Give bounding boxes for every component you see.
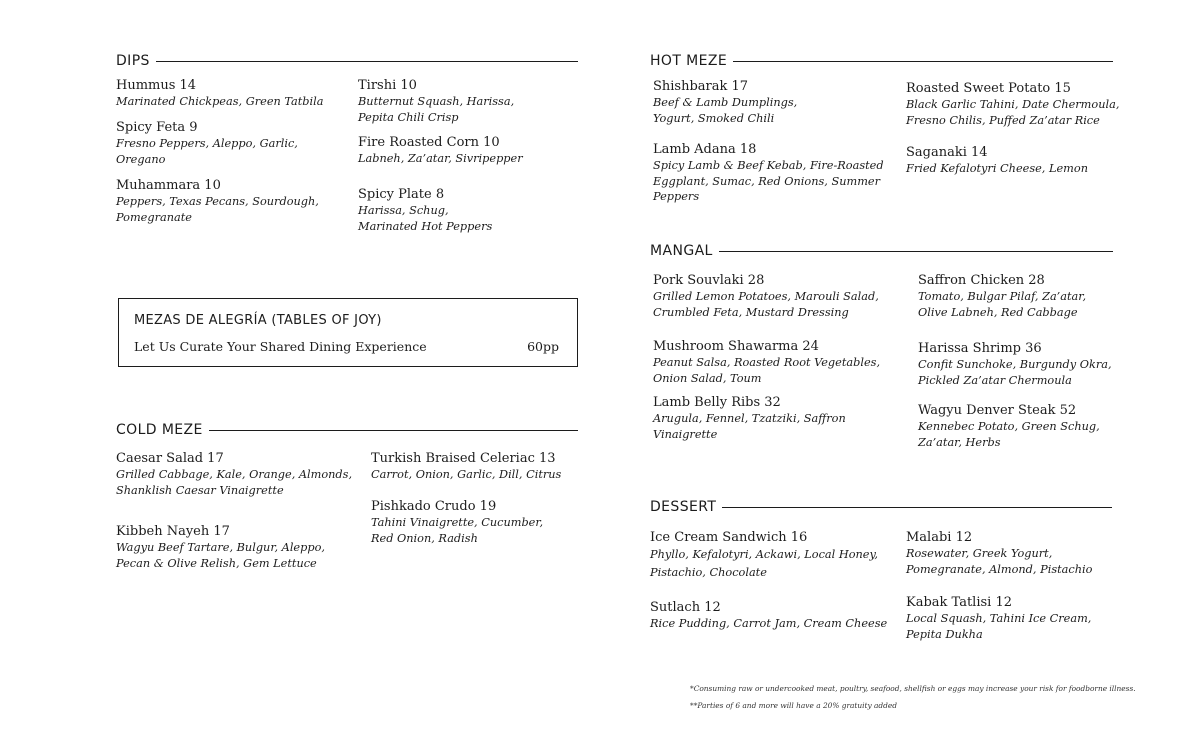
item-name: Spicy Feta 9 (116, 120, 198, 135)
menu-item (653, 141, 898, 205)
menu-item (650, 529, 895, 582)
menu-item (906, 594, 1111, 642)
section-title: MANGAL (650, 243, 713, 259)
box-price: 60pp (527, 339, 559, 354)
item-description: Fried Kefalotyri Cheese, Lemon (906, 162, 1088, 175)
section-title: COLD MEZE (116, 422, 203, 438)
menu-item (116, 119, 321, 167)
menu-item (906, 80, 1131, 128)
item-description: Harissa, Schug, Marinated Hot Peppers (358, 204, 493, 233)
menu-item (918, 402, 1123, 450)
item-description: Kennebec Potato, Green Schug, Za’atar, Herbs (918, 420, 1100, 449)
menu-item (358, 77, 533, 125)
footnote-raw-food: *Consuming raw or undercooked meat, poultry, seafood, shellfish or eggs may increase your risk for foodborne illness. (690, 684, 1136, 693)
item-description: Local Squash, Tahini Ice Cream, Pepita Dukha (906, 612, 1092, 641)
menu-item (906, 144, 1131, 177)
item-description: Confit Sunchoke, Burgundy Okra, Pickled Za’atar Chermoula (918, 358, 1112, 387)
item-description: Labneh, Za’atar, Sivripepper (358, 152, 523, 165)
footnote-gratuity: **Parties of 6 and more will have a 20% gratuity added (690, 701, 897, 710)
box-title: MEZAS DE ALEGRÍA (TABLES OF JOY) (134, 313, 382, 328)
section-rule (156, 61, 578, 62)
section-rule (209, 430, 578, 431)
menu-item (653, 78, 828, 126)
menu-item (371, 498, 561, 546)
item-name: Muhammara 10 (116, 178, 221, 193)
section-rule (733, 61, 1113, 62)
menu-item (653, 394, 853, 442)
section-title: DIPS (116, 53, 150, 69)
menu-item (358, 134, 573, 167)
item-description: Peanut Salsa, Roasted Root Vegetables, Onion Salad, Toum (653, 356, 881, 385)
item-name: Hummus 14 (116, 78, 197, 93)
menu-item (116, 450, 356, 498)
dessert-header (650, 497, 1112, 517)
item-description: Carrot, Onion, Garlic, Dill, Citrus (371, 468, 562, 481)
item-description: Rice Pudding, Carrot Jam, Cream Cheese (650, 617, 888, 630)
item-name: Lamb Belly Ribs 32 (653, 395, 781, 410)
menu-item (116, 77, 346, 110)
item-description: Wagyu Beef Tartare, Bulgur, Aleppo, Pecan & Olive Relish, Gem Lettuce (116, 541, 325, 570)
item-name: Malabi 12 (906, 530, 973, 545)
item-name: Caesar Salad 17 (116, 451, 224, 466)
menu-item (358, 186, 508, 234)
cold-meze-header (116, 420, 578, 440)
item-name: Sutlach 12 (650, 600, 721, 615)
mangal-header (650, 241, 1113, 261)
item-name: Wagyu Denver Steak 52 (918, 403, 1077, 418)
menu-item (906, 529, 1111, 577)
item-description: Rosewater, Greek Yogurt, Pomegranate, Almond, Pistachio (906, 547, 1093, 576)
item-name: Saffron Chicken 28 (918, 273, 1045, 288)
menu-item (650, 599, 900, 632)
section-title: DESSERT (650, 499, 717, 515)
item-name: Ice Cream Sandwich 16 (650, 530, 808, 545)
item-description: Tomato, Bulgar Pilaf, Za’atar, Olive Labneh, Red Cabbage (918, 290, 1087, 319)
item-description: Marinated Chickpeas, Green Tatbila (116, 95, 324, 108)
item-name: Mushroom Shawarma 24 (653, 339, 819, 354)
item-name: Kabak Tatlisi 12 (906, 595, 1012, 610)
item-name: Kibbeh Nayeh 17 (116, 524, 230, 539)
item-name: Pork Souvlaki 28 (653, 273, 765, 288)
item-name: Pishkado Crudo 19 (371, 499, 497, 514)
section-title: HOT MEZE (650, 53, 728, 69)
item-description: Black Garlic Tahini, Date Chermoula, Fresno Chilis, Puffed Za’atar Rice (906, 98, 1120, 127)
item-description: Grilled Cabbage, Kale, Orange, Almonds, Shanklish Caesar Vinaigrette (116, 468, 353, 497)
item-name: Spicy Plate 8 (358, 187, 445, 202)
item-name: Roasted Sweet Potato 15 (906, 81, 1071, 96)
menu-item (653, 338, 898, 386)
item-description: Tahini Vinaigrette, Cucumber, Red Onion, Radish (371, 516, 544, 545)
tables-of-joy-box (118, 298, 578, 367)
item-name: Shishbarak 17 (653, 79, 749, 94)
menu-item (653, 272, 908, 320)
item-name: Harissa Shrimp 36 (918, 341, 1042, 356)
menu-item (116, 177, 336, 225)
section-rule (722, 507, 1112, 508)
item-name: Saganaki 14 (906, 145, 988, 160)
box-text: Let Us Curate Your Shared Dining Experience (134, 339, 427, 354)
item-name: Tirshi 10 (358, 78, 417, 93)
item-description: Grilled Lemon Potatoes, Marouli Salad, Crumbled Feta, Mustard Dressing (653, 290, 879, 319)
item-description: Butternut Squash, Harissa, Pepita Chili Crisp (358, 95, 515, 124)
item-name: Fire Roasted Corn 10 (358, 135, 500, 150)
item-description: Phyllo, Kefalotyri, Ackawi, Local Honey, Pistachio, Chocolate (650, 548, 878, 579)
menu-item (918, 272, 1118, 320)
menu-item (371, 450, 581, 483)
item-name: Turkish Braised Celeriac 13 (371, 451, 556, 466)
item-description: Spicy Lamb & Beef Kebab, Fire-Roasted Eggplant, Sumac, Red Onions, Summer Peppers (653, 159, 884, 203)
hot-meze-header (650, 51, 1113, 71)
menu-item (918, 340, 1128, 388)
item-description: Arugula, Fennel, Tzatziki, Saffron Vinaigrette (653, 412, 846, 441)
menu-item (116, 523, 341, 571)
item-description: Fresno Peppers, Aleppo, Garlic, Oregano (116, 137, 298, 166)
dips-header (116, 51, 578, 71)
item-description: Peppers, Texas Pecans, Sourdough, Pomegranate (116, 195, 319, 224)
section-rule (719, 251, 1113, 252)
item-name: Lamb Adana 18 (653, 142, 757, 157)
item-description: Beef & Lamb Dumplings, Yogurt, Smoked Chili (653, 96, 798, 125)
